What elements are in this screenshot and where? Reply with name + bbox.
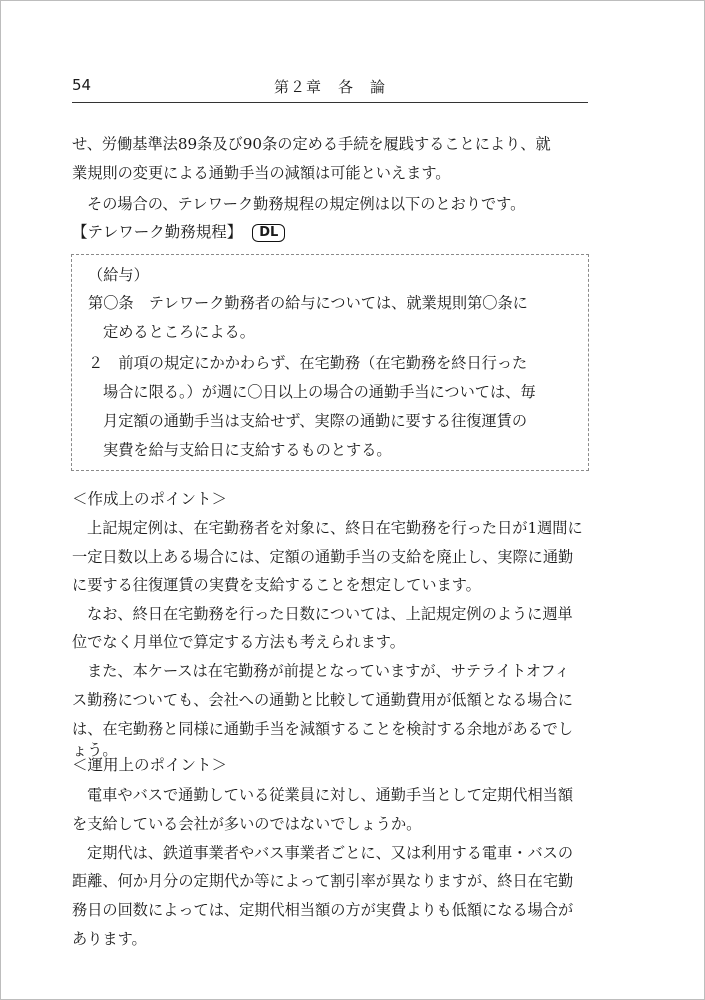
intro-line: せ、労働基準法89条及び90条の定める手続を履践することにより、就 — [72, 135, 551, 153]
body-line: 一定日数以上ある場合には、定額の通勤手当の支給を廃止し、実際に通勤 — [72, 548, 574, 566]
body-line: 電車やバスで通勤している従業員に対し、通勤手当として定期代相当額 — [87, 786, 573, 804]
intro-line: その場合の、テレワーク勤務規程の規定例は以下のとおりです。 — [87, 195, 526, 213]
rule-caption: （給与） — [88, 266, 149, 284]
rule-para2-line: ２ 前項の規定にかかわらず、在宅勤務（在宅勤務を終日行った — [88, 354, 528, 372]
body-line: に要する往復運賃の実費を支給することを想定しています。 — [72, 576, 481, 594]
rule-example-box — [71, 254, 589, 471]
body-line: を支給している会社が多いのではないでしょうか。 — [72, 815, 422, 833]
page-number: 54 — [72, 76, 92, 94]
intro-line: 業規則の変更による通勤手当の減額は可能といえます。 — [72, 164, 451, 182]
download-badge[interactable]: DL — [252, 224, 285, 242]
rule-heading — [72, 222, 590, 242]
body-line: 定期代は、鉄道事業者やバス事業者ごとに、又は利用する電車・バスの — [87, 844, 573, 862]
section-heading-operation: ＜運用上のポイント＞ — [72, 756, 228, 774]
body-line: 距離、何か月分の定期代か等によって割引率が異なりますが、終日在宅勤 — [72, 872, 574, 890]
body-line: ス勤務についても、会社への通勤と比較して通勤費用が低額となる場合に — [72, 691, 573, 709]
rule-heading-text: 【テレワーク勤務規程】 — [72, 223, 243, 241]
rule-para2-line: 月定額の通勤手当は支給せず、実際の通勤に要する往復運賃の — [103, 412, 528, 430]
body-line: 上記規定例は、在宅勤務者を対象に、終日在宅勤務を行った日が1週間に — [87, 519, 583, 537]
chapter-title: 第２章 各 論 — [273, 78, 386, 96]
body-line: なお、終日在宅勤務を行った日数については、上記規定例のように週単 — [87, 605, 573, 623]
body-line: 位でなく月単位で算定する方法も考えられます。 — [72, 633, 405, 651]
body-line: は、在宅勤務と同様に通勤手当を減額することを検討する余地があるでし — [72, 720, 574, 738]
running-header — [72, 76, 588, 103]
rule-para2-line: 場合に限る。）が週に〇日以上の場合の通勤手当については、毎 — [103, 383, 536, 401]
rule-para2-line: 実費を給与支給日に支給するものとする。 — [103, 441, 392, 459]
section-heading-creation: ＜作成上のポイント＞ — [72, 490, 228, 508]
body-line: あります。 — [72, 930, 147, 948]
rule-article-cont: 定めるところによる。 — [103, 323, 255, 341]
rule-article: 第〇条 テレワーク勤務者の給与については、就業規則第〇条に — [88, 294, 528, 312]
body-line: ょう。 — [72, 741, 118, 759]
body-line: 務日の回数によっては、定期代相当額の方が実費よりも低額になる場合が — [72, 901, 574, 919]
body-line: また、本ケースは在宅勤務が前提となっていますが、サテライトオフィ — [87, 662, 570, 680]
